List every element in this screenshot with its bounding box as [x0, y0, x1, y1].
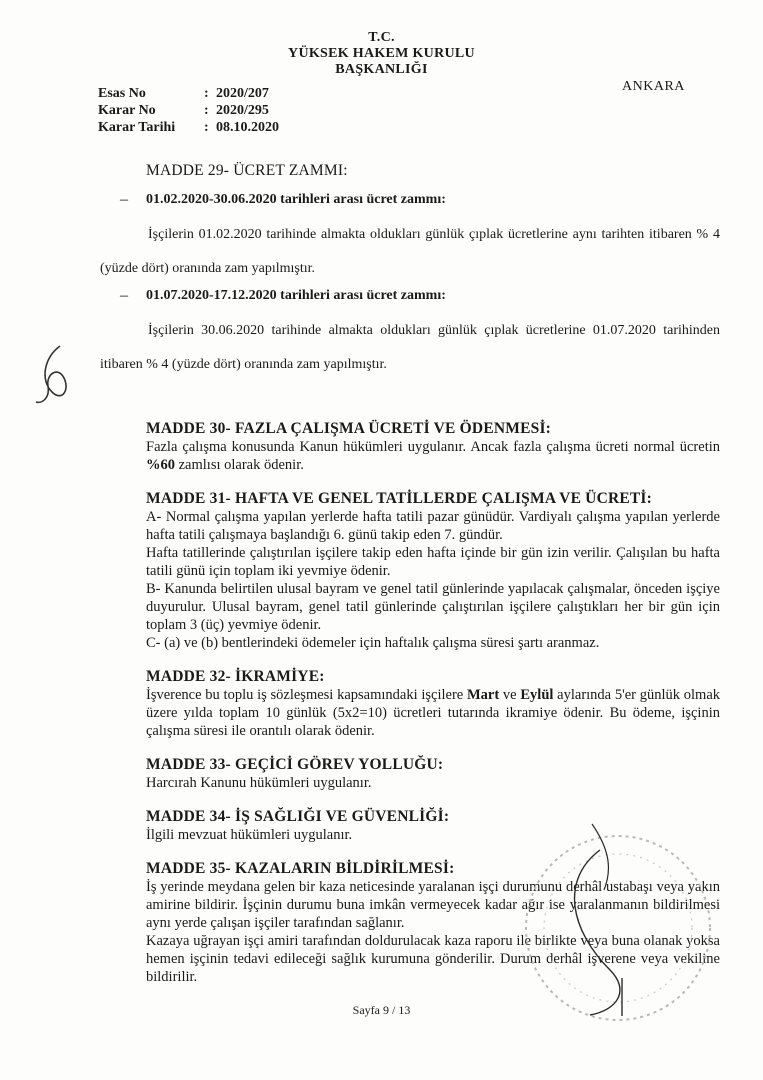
meta-label: Esas No	[98, 86, 146, 101]
article-29-paragraph-2: İşçilerin 30.06.2020 tarihinde almakta oldukları günlük çıplak ücretlerine 01.07.2020 tarihinden itibaren % 4 (yüzde dört) oranında zam yapılmıştır.	[100, 323, 720, 372]
article-31-paragraph-c: C- (a) ve (b) bentlerindeki ödemeler için haftalık çalışma süresi şartı aranmaz.	[146, 635, 600, 651]
meta-block	[98, 86, 298, 137]
meta-value: 2020/207	[216, 86, 269, 101]
meta-sep: :	[204, 86, 209, 101]
meta-row-esas	[98, 86, 298, 103]
page-number: Sayfa 9 / 13	[352, 1003, 411, 1017]
article-33-title: MADDE 33- GEÇİCİ GÖREV YOLLUĞU:	[146, 756, 444, 773]
article-32-text-e: aylarında 5'er günlük olmak üzere yılda toplam 10 günlük (5x2=10) ücretleri tutarında ikramiye ödenir. Bu ödeme, işçinin çalışma süresi ile orantılı olarak ödenir.	[146, 687, 721, 739]
meta-value: 08.10.2020	[216, 120, 279, 135]
dash-bullet: –	[120, 191, 128, 208]
article-29-title: MADDE 29- ÜCRET ZAMMI:	[146, 162, 348, 179]
meta-row-karar	[98, 103, 298, 120]
dash-bullet: –	[120, 287, 128, 304]
month-eylul: Eylül	[520, 687, 554, 703]
meta-row-tarih	[98, 120, 298, 137]
meta-label: Karar No	[98, 103, 156, 118]
article-30-text-a: Fazla çalışma konusunda Kanun hükümleri uygulanır. Ancak fazla çalışma ücreti normal ücretin	[146, 439, 720, 455]
article-33-paragraph: Harcırah Kanunu hükümleri uygulanır.	[146, 775, 372, 791]
article-32-paragraph	[100, 686, 720, 740]
article-34-title: MADDE 34- İŞ SAĞLIĞI VE GÜVENLİĞİ:	[146, 808, 450, 825]
article-29-subheading-2-text: 01.07.2020-17.12.2020 tarihleri arası ücret zammı:	[146, 288, 446, 303]
article-29-subheading-1-text: 01.02.2020-30.06.2020 tarihleri arası ücret zammı:	[146, 192, 446, 207]
article-31-paragraph-a2: Hafta tatillerinde çalıştırılan işçilere takip eden hafta içinde bir gün izin verilir. Çalışılan bu hafta tatili günü için toplam iki yevmiye ödenir.	[146, 545, 720, 579]
article-30-rate: %60	[146, 457, 175, 473]
article-32-title: MADDE 32- İKRAMİYE:	[146, 668, 325, 685]
article-32-text-c: ve	[499, 687, 521, 703]
article-30-paragraph	[100, 438, 720, 474]
article-34-paragraph: İlgili mevzuat hükümleri uygulanır.	[146, 827, 353, 843]
article-35-title: MADDE 35- KAZALARIN BİLDİRİLMESİ:	[146, 860, 455, 877]
article-31-paragraph-a: A- Normal çalışma yapılan yerlerde hafta tatili pazar günüdür. Vardiyalı çalışma yapılan yerlerde hafta tatili çalışmaya başlandığı 6. günü takip eden 7. gündür.	[146, 509, 720, 543]
meta-label: Karar Tarihi	[98, 120, 176, 135]
header-tc: T.C.	[368, 30, 395, 45]
article-30-text-c: zamlısı olarak ödenir.	[175, 457, 304, 473]
article-30-title: MADDE 30- FAZLA ÇALIŞMA ÜCRETİ VE ÖDENMESİ:	[146, 420, 552, 437]
handwritten-initial	[30, 340, 80, 410]
article-35-paragraph-1: İş yerinde meydana gelen bir kaza neticesinde yaralanan işçi durumunu derhâl ustabaşı veya yakın amirine bildirir. İşçinin durumu buna imkân vermeyecek kadar ağır ise yaralanmanın bildirilmesi aynı yerde çalışan işçiler tarafından sağlanır.	[146, 879, 720, 931]
meta-value: 2020/295	[216, 103, 269, 118]
article-29-paragraph-1: İşçilerin 01.02.2020 tarihinde almakta oldukları günlük çıplak ücretlerine aynı tarihten itibaren % 4 (yüzde dört) oranında zam yapılmıştır.	[100, 227, 720, 276]
header-institution: YÜKSEK HAKEM KURULU	[288, 46, 475, 61]
meta-sep: :	[204, 103, 209, 118]
city-label: ANKARA	[622, 79, 685, 94]
article-29-subheading-1	[100, 192, 720, 208]
article-35-paragraph-2: Kazaya uğrayan işçi amiri tarafından doldurulacak kaza raporu ile birlikte veya buna olanak yoksa hemen işçinin tedavi edileceği sağlık kurumuna gönderilir. Durum derhâl işverene veya vekiline bildirilir.	[146, 933, 720, 985]
article-31-paragraph-b: B- Kanunda belirtilen ulusal bayram ve genel tatil günlerinde yapılacak çalışmalar, önceden işçiye duyurulur. Ulusal bayram, genel tatil günlerinde çalıştırılan işçilere çalıştıkları her bir gün için toplam 3 (üç) yevmiye ödenir.	[146, 581, 720, 633]
meta-sep: :	[204, 120, 209, 135]
month-mart: Mart	[466, 687, 500, 703]
article-29-subheading-2	[100, 288, 720, 304]
header-office: BAŞKANLIĞI	[335, 62, 428, 77]
article-32-text-a: İşverence bu toplu iş sözleşmesi kapsamındaki işçilere	[146, 687, 467, 703]
article-31-title: MADDE 31- HAFTA VE GENEL TATİLLERDE ÇALIŞMA VE ÜCRETİ:	[146, 490, 653, 507]
